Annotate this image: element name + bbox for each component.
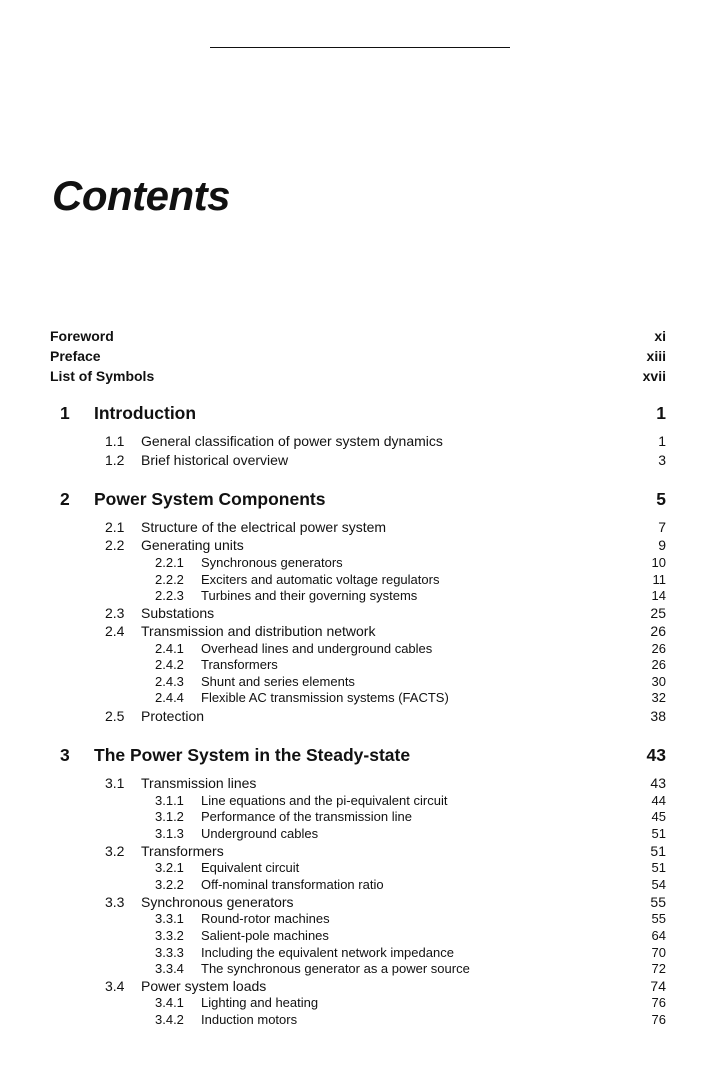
toc-subsection[interactable]: [155, 961, 666, 977]
subsection-number: 2.4.4: [155, 690, 184, 705]
subsection-page: 51: [651, 826, 666, 841]
subsection-page: 70: [651, 945, 666, 960]
subsection-page: 55: [651, 911, 666, 926]
toc-chapter-2[interactable]: [60, 489, 666, 511]
subsection-page: 32: [651, 690, 666, 705]
toc-subsection[interactable]: [155, 928, 666, 944]
section-page: 26: [650, 623, 666, 639]
subsection-page: 64: [651, 928, 666, 943]
subsection-title: Underground cables: [201, 826, 319, 841]
section-number: 3.4: [105, 978, 125, 994]
chapter-page: 1: [656, 403, 666, 423]
section-number: 3.2: [105, 843, 125, 859]
section-page: 25: [650, 605, 666, 621]
subsection-page: 30: [651, 674, 666, 689]
subsection-number: 2.4.2: [155, 657, 184, 672]
toc-chapter-1[interactable]: [60, 403, 666, 425]
section-number: 3.3: [105, 894, 125, 910]
toc-chapter-3[interactable]: [60, 745, 666, 767]
toc-front-matter-preface[interactable]: [50, 348, 666, 368]
section-number: 1.2: [105, 452, 125, 468]
toc-section[interactable]: [105, 894, 666, 912]
toc-subsection[interactable]: [155, 809, 666, 825]
subsection-number: 3.3.2: [155, 928, 184, 943]
section-page: 3: [658, 452, 666, 468]
toc-section[interactable]: [105, 452, 666, 470]
toc-subsection[interactable]: [155, 877, 666, 893]
toc-subsection[interactable]: [155, 657, 666, 673]
section-title: Protection: [141, 708, 205, 724]
subsection-title: Induction motors: [201, 1012, 298, 1027]
subsection-title: Flexible AC transmission systems (FACTS): [201, 690, 449, 705]
toc-subsection[interactable]: [155, 555, 666, 571]
toc-subsection[interactable]: [155, 572, 666, 588]
subsection-number: 2.2.1: [155, 555, 184, 570]
subsection-page: 10: [651, 555, 666, 570]
subsection-title: Round-rotor machines: [201, 911, 330, 926]
section-page: 9: [658, 537, 666, 553]
toc-section[interactable]: [105, 775, 666, 793]
chapter-number: 1: [60, 403, 70, 423]
section-page: 7: [658, 519, 666, 535]
subsection-title: Lighting and heating: [201, 995, 319, 1010]
toc-subsection[interactable]: [155, 860, 666, 876]
toc-section[interactable]: [105, 537, 666, 555]
subsection-number: 2.2.2: [155, 572, 184, 587]
toc-entry-page: xi: [654, 328, 666, 344]
chapter-title: Power System Components: [94, 489, 326, 509]
section-number: 2.5: [105, 708, 125, 724]
chapter-number: 2: [60, 489, 70, 509]
section-page: 55: [650, 894, 666, 910]
section-title: Structure of the electrical power system: [141, 519, 387, 535]
section-number: 2.1: [105, 519, 125, 535]
section-number: 2.4: [105, 623, 125, 639]
section-number: 1.1: [105, 433, 125, 449]
chapter-title: Introduction: [94, 403, 197, 423]
section-title: Transformers: [141, 843, 224, 859]
toc-section[interactable]: [105, 433, 666, 451]
toc-entry-title: Preface: [50, 348, 101, 364]
subsection-number: 3.3.3: [155, 945, 184, 960]
section-title: Transmission lines: [141, 775, 257, 791]
chapter-number: 3: [60, 745, 70, 765]
toc-subsection[interactable]: [155, 690, 666, 706]
subsection-title: Off-nominal transformation ratio: [201, 877, 384, 892]
toc-section[interactable]: [105, 843, 666, 861]
toc-subsection[interactable]: [155, 793, 666, 809]
subsection-number: 3.1.2: [155, 809, 184, 824]
section-title: Generating units: [141, 537, 244, 553]
section-page: 1: [658, 433, 666, 449]
section-title: Synchronous generators: [141, 894, 294, 910]
subsection-number: 3.3.1: [155, 911, 184, 926]
section-title: Transmission and distribution network: [141, 623, 376, 639]
subsection-number: 3.4.2: [155, 1012, 184, 1027]
toc-entry-page: xvii: [642, 368, 666, 384]
subsection-title: Synchronous generators: [201, 555, 343, 570]
toc-entry-title: Foreword: [50, 328, 114, 344]
chapter-page: 5: [656, 489, 666, 509]
toc-section[interactable]: [105, 623, 666, 641]
subsection-number: 2.4.1: [155, 641, 184, 656]
subsection-page: 76: [651, 995, 666, 1010]
subsection-number: 3.4.1: [155, 995, 184, 1010]
section-title: General classification of power system dynamics: [141, 433, 443, 449]
subsection-title: Exciters and automatic voltage regulators: [201, 572, 440, 587]
subsection-number: 3.1.3: [155, 826, 184, 841]
section-page: 51: [650, 843, 666, 859]
section-number: 2.3: [105, 605, 125, 621]
toc-subsection[interactable]: [155, 826, 666, 842]
subsection-page: 51: [651, 860, 666, 875]
toc-subsection[interactable]: [155, 1012, 666, 1028]
section-page: 38: [650, 708, 666, 724]
subsection-title: Performance of the transmission line: [201, 809, 412, 824]
subsection-number: 3.2.2: [155, 877, 184, 892]
subsection-number: 3.2.1: [155, 860, 184, 875]
toc-subsection[interactable]: [155, 945, 666, 961]
toc-section[interactable]: [105, 708, 666, 726]
subsection-page: 45: [651, 809, 666, 824]
toc-entry-page: xiii: [646, 348, 666, 364]
subsection-number: 3.1.1: [155, 793, 184, 808]
toc-entry-title: List of Symbols: [50, 368, 155, 384]
section-page: 43: [650, 775, 666, 791]
chapter-title: The Power System in the Steady-state: [94, 745, 411, 765]
toc-front-matter-foreword[interactable]: [50, 328, 666, 348]
toc-section[interactable]: [105, 978, 666, 996]
subsection-page: 76: [651, 1012, 666, 1027]
toc-subsection[interactable]: [155, 588, 666, 604]
toc-subsection[interactable]: [155, 911, 666, 927]
section-number: 2.2: [105, 537, 125, 553]
toc-subsection[interactable]: [155, 641, 666, 657]
subsection-page: 54: [651, 877, 666, 892]
toc-section[interactable]: [105, 519, 666, 537]
subsection-title: Equivalent circuit: [201, 860, 300, 875]
subsection-number: 2.2.3: [155, 588, 184, 603]
subsection-page: 26: [651, 641, 666, 656]
subsection-page: 14: [651, 588, 666, 603]
section-page: 74: [650, 978, 666, 994]
subsection-title: Line equations and the pi-equivalent circuit: [201, 793, 448, 808]
subsection-title: Including the equivalent network impedance: [201, 945, 454, 960]
toc-subsection[interactable]: [155, 674, 666, 690]
subsection-title: Salient-pole machines: [201, 928, 329, 943]
subsection-title: Shunt and series elements: [201, 674, 355, 689]
subsection-title: Overhead lines and underground cables: [201, 641, 433, 656]
toc-front-matter-list-of-symbols[interactable]: [50, 368, 666, 388]
section-title: Brief historical overview: [141, 452, 289, 468]
subsection-page: 26: [651, 657, 666, 672]
subsection-number: 2.4.3: [155, 674, 184, 689]
section-number: 3.1: [105, 775, 125, 791]
toc-subsection[interactable]: [155, 995, 666, 1011]
subsection-number: 3.3.4: [155, 961, 184, 976]
section-title: Substations: [141, 605, 215, 621]
subsection-title: Turbines and their governing systems: [201, 588, 418, 603]
subsection-title: Transformers: [201, 657, 278, 672]
subsection-title: The synchronous generator as a power source: [201, 961, 470, 976]
subsection-page: 44: [651, 793, 666, 808]
subsection-page: 72: [651, 961, 666, 976]
chapter-page: 43: [646, 745, 666, 765]
toc-section[interactable]: [105, 605, 666, 623]
section-title: Power system loads: [141, 978, 267, 994]
subsection-page: 11: [652, 572, 666, 587]
page-title: Contents: [52, 172, 230, 219]
top-rule: [210, 47, 510, 48]
